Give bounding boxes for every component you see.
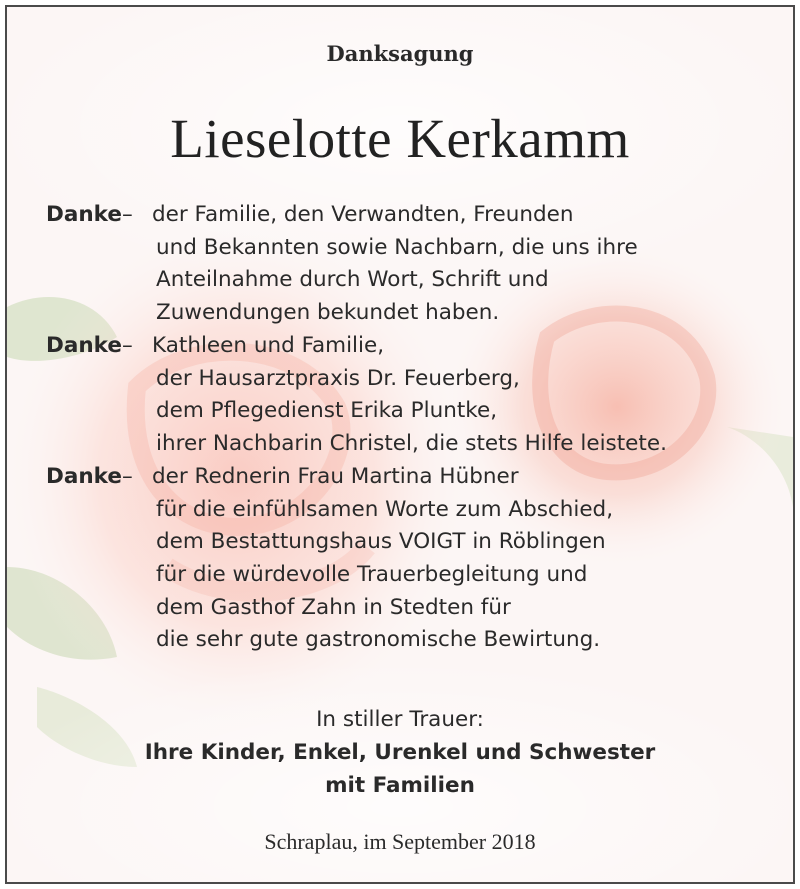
closing-intro: In stiller Trauer: [316, 707, 484, 732]
section-text: der Rednerin Frau Martina Hübner [152, 464, 519, 489]
mourners-names: Ihre Kinder, Enkel, Urenkel und Schwester [144, 740, 656, 765]
thanks-section-2 [46, 330, 667, 461]
section-text: für die einfühlsamen Worte zum Abschied, [156, 496, 614, 522]
section-text: für die würdevolle Trauerbegleitung und [156, 562, 588, 588]
section-text: und Bekannten sowie Nachbarn, die uns ihre [156, 234, 638, 260]
section-text: Anteilnahme durch Wort, Schrift und [156, 267, 549, 293]
closing-block [7, 703, 793, 802]
thanks-section-3 [46, 461, 613, 657]
section-text: Zuwendungen bekundet haben. [156, 300, 500, 326]
section-text: der Hausarztpraxis Dr. Feuerberg, [156, 365, 520, 391]
section-line [46, 199, 638, 232]
obituary-card [5, 5, 795, 884]
thanks-label: Danke [46, 202, 122, 227]
section-text: Kathleen und Familie, [152, 333, 385, 358]
section-text: dem Pflegedienst Erika Pluntke, [156, 398, 498, 424]
section-text: ihrer Nachbarin Christel, die stets Hilfe leistete. [156, 431, 667, 457]
section-text: der Familie, den Verwandten, Freunden [152, 202, 574, 227]
page-heading: Danksagung [326, 41, 474, 66]
thanks-label: Danke [46, 464, 122, 489]
dash: – [122, 464, 133, 489]
mourners-families: mit Familien [325, 773, 475, 798]
dash: – [122, 333, 133, 358]
thanks-label: Danke [46, 333, 122, 358]
dash: – [122, 202, 133, 227]
section-line [46, 330, 667, 363]
thanks-section-1 [46, 199, 638, 330]
deceased-name: Lieselotte Kerkamm [170, 108, 630, 169]
place-date-footer: Schraplau, im September 2018 [264, 829, 536, 854]
section-text: die sehr gute gastronomische Bewirtung. [156, 627, 601, 653]
section-text: dem Gasthof Zahn in Stedten für [156, 594, 511, 620]
section-text: dem Bestattungshaus VOIGT in Röblingen [156, 529, 606, 555]
section-line [46, 461, 613, 494]
